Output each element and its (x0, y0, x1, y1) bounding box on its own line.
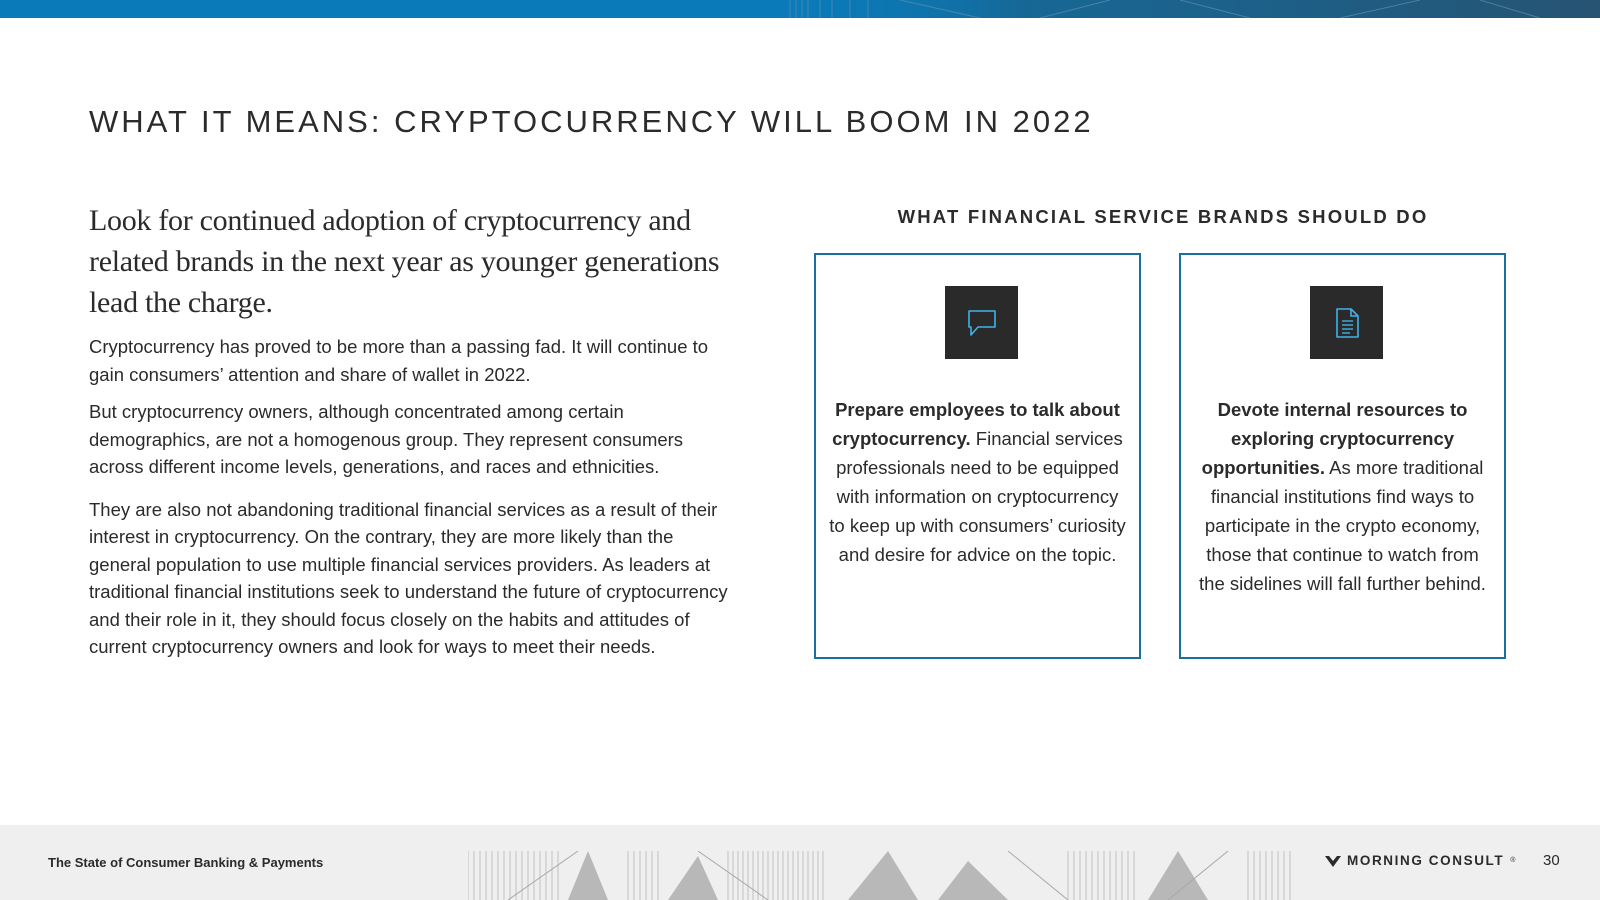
card-text (1193, 395, 1492, 598)
recommendations-heading: WHAT FINANCIAL SERVICE BRANDS SHOULD DO (897, 206, 1429, 227)
page-number: 30 (1543, 852, 1560, 869)
report-title: The State of Consumer Banking & Payments (48, 855, 324, 870)
footer (0, 825, 1600, 900)
page-title: WHAT IT MEANS: CRYPTOCURRENCY WILL BOOM IN 2022 (89, 104, 1094, 139)
top-accent-bar (0, 0, 1600, 18)
recommendation-card-employees (814, 253, 1141, 659)
brand-name: MORNING CONSULT (1347, 853, 1505, 868)
card-bold-lead: Devote internal resources to exploring cryptocurrency opportunities. (1201, 399, 1468, 478)
card-body: As more traditional financial institutions find ways to participate in the crypto economy, those that continue to watch from the sidelines will fall further behind. (1199, 457, 1486, 594)
card-body: Financial services professionals need to be equipped with information on cryptocurrency to keep up with consumers’ curiosity and desire for advice on the topic. (829, 428, 1126, 565)
document-icon (1310, 286, 1383, 359)
body-paragraph-2: But cryptocurrency owners, although concentrated among certain demographics, are not a homogenous group. They represent consumers across different income levels, generations, and races and ethnicities. (89, 401, 684, 477)
brand-m-icon (1325, 854, 1341, 868)
footer-decorative-pattern (468, 851, 1293, 900)
recommendation-card-resources (1179, 253, 1506, 659)
top-bar-pattern (780, 0, 1600, 18)
morning-consult-logo (1325, 853, 1515, 868)
left-column (89, 200, 739, 671)
card-bold-lead: Prepare employees to talk about cryptocurrency. (832, 399, 1120, 449)
body-paragraph-3: They are also not abandoning traditional financial services as a result of their interest in cryptocurrency. On the contrary, they are more likely than the general population to use multiple financial services providers. As leaders at traditional financial institutions seek to understand the future of cryptocurrency and their role in it, they should focus closely on the habits and attitudes of current cryptocurrency owners and look for ways to meet their needs. (89, 498, 728, 657)
speech-bubble-icon (945, 286, 1018, 359)
lead-paragraph: Look for continued adoption of cryptocurrency and related brands in the next year as younger generations lead the charge. (89, 204, 720, 319)
brand-registered-mark: ® (1510, 857, 1516, 864)
card-text (828, 395, 1127, 569)
body-paragraph-1: Cryptocurrency has proved to be more than a passing fad. It will continue to gain consumers’ attention and share of wallet in 2022. (89, 336, 709, 385)
